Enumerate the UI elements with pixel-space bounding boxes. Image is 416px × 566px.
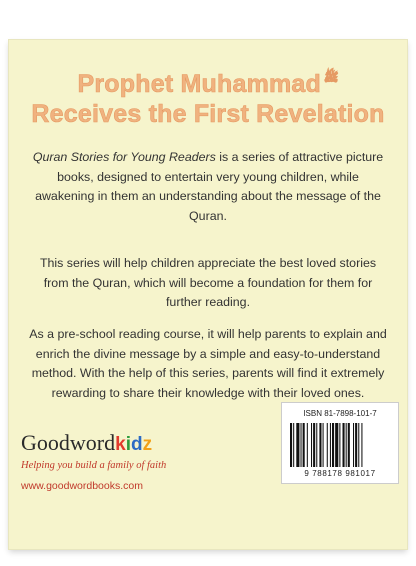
title-line-1	[9, 70, 407, 99]
barcode-bar	[316, 423, 317, 467]
barcode-number: 9 788178 981017	[304, 469, 376, 478]
kidz-letter-d: d	[130, 434, 143, 455]
kidz-letter-i: i	[125, 434, 131, 455]
isbn-text: ISBN 81-7898-101-7	[303, 409, 377, 418]
barcode-bar	[296, 423, 299, 467]
barcode-bar	[332, 423, 334, 467]
barcode-bar	[355, 423, 357, 467]
barcode-bar	[348, 423, 350, 467]
kidz-letter-k: k	[115, 434, 126, 455]
publisher-name: Goodword	[21, 430, 116, 455]
barcode-bar	[293, 423, 294, 467]
barcode-bar	[290, 423, 292, 467]
description-text-1: is a series of attractive picture books, designed to entertain very young children, while awakening in them an understanding about the message of the Quran.	[35, 150, 384, 223]
honorific-symbol: ﷺ	[324, 70, 339, 84]
description-paragraph-1	[29, 148, 387, 226]
barcode-bar	[327, 423, 328, 467]
book-back-cover	[9, 40, 407, 549]
publisher-tagline: Helping you build a family of faith	[21, 460, 167, 471]
kidz-letter-z: z	[142, 434, 153, 455]
publisher-website: www.goodwordbooks.com	[21, 480, 143, 492]
barcode-bar	[339, 423, 340, 467]
series-name: Quran Stories for Young Readers	[32, 150, 216, 164]
barcode-bar	[346, 423, 347, 467]
barcode-bar	[319, 423, 321, 467]
barcode-bar	[335, 423, 338, 467]
title-line-2: Receives the First Revelation	[31, 100, 385, 128]
barcode-bar	[301, 423, 302, 467]
publisher-kidz	[115, 434, 152, 455]
publisher-logo	[21, 430, 152, 456]
barcode-icon	[290, 423, 390, 467]
barcode-bar	[343, 423, 345, 467]
barcode-bar	[303, 423, 305, 467]
description-paragraph-2: This series will help children appreciate the best loved stories from the Quran, which will become a foundation for them for further reading.	[39, 256, 377, 310]
barcode-bar	[361, 423, 362, 467]
barcode-bar	[307, 423, 308, 467]
barcode-bar	[330, 423, 331, 467]
barcode-bar	[358, 423, 359, 467]
barcode-bar	[311, 423, 312, 467]
description-paragraph-3: As a pre-school reading course, it will help parents to explain and enrich the divine message by a simple and easy-to-understand method. With the help of this series, parents will find it extremely rewarding to share their knowledge with their loved ones.	[29, 327, 387, 400]
barcode-bar	[353, 423, 354, 467]
barcode-panel	[281, 402, 399, 484]
barcode-bar	[323, 423, 324, 467]
title-text-1: Prophet Muhammad	[77, 70, 321, 98]
barcode-bar	[313, 423, 315, 467]
